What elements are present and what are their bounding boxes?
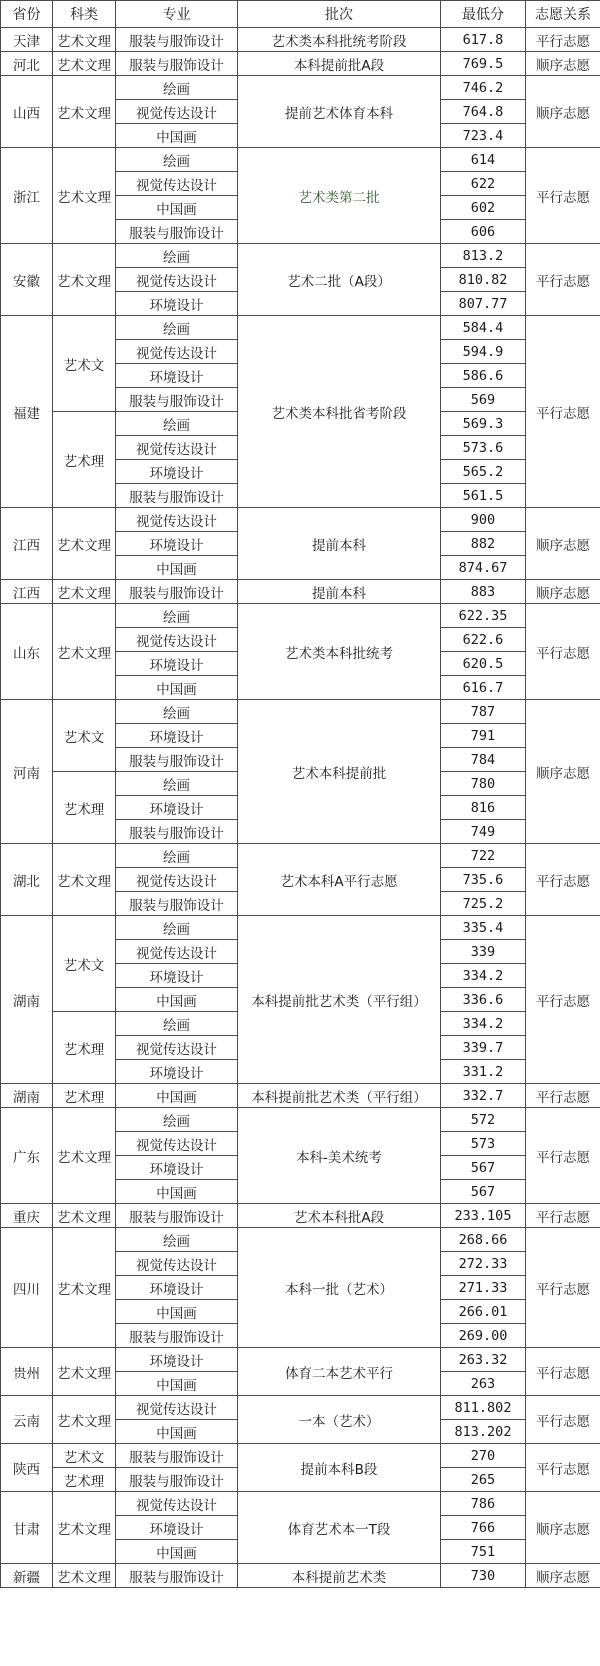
major-cell: 环境设计: [116, 1516, 238, 1540]
category-cell: 艺术理: [53, 1012, 116, 1084]
min-score-cell: 268.66: [441, 1228, 526, 1252]
category-cell: 艺术理: [53, 412, 116, 508]
min-score-cell: 730: [441, 1564, 526, 1588]
category-cell: 艺术理: [53, 1468, 116, 1492]
province-cell: 河北: [1, 52, 53, 76]
min-score-cell: 900: [441, 508, 526, 532]
major-cell: 绘画: [116, 1012, 238, 1036]
min-score-cell: 616.7: [441, 676, 526, 700]
min-score-cell: 332.7: [441, 1084, 526, 1108]
major-cell: 服装与服饰设计: [116, 1564, 238, 1588]
category-cell: 艺术文理: [53, 844, 116, 916]
major-cell: 环境设计: [116, 964, 238, 988]
major-cell: 服装与服饰设计: [116, 220, 238, 244]
min-score-cell: 584.4: [441, 316, 526, 340]
min-score-cell: 749: [441, 820, 526, 844]
min-score-cell: 331.2: [441, 1060, 526, 1084]
major-cell: 绘画: [116, 412, 238, 436]
major-cell: 视觉传达设计: [116, 940, 238, 964]
major-cell: 中国画: [116, 988, 238, 1012]
relation-cell: 平行志愿: [526, 1348, 600, 1396]
min-score-cell: 813.2: [441, 244, 526, 268]
major-cell: 服装与服饰设计: [116, 580, 238, 604]
major-cell: 视觉传达设计: [116, 268, 238, 292]
province-cell: 山东: [1, 604, 53, 700]
min-score-cell: 263.32: [441, 1348, 526, 1372]
header-min-score: 最低分: [441, 1, 526, 28]
category-cell: 艺术理: [53, 772, 116, 844]
min-score-cell: 764.8: [441, 100, 526, 124]
relation-cell: 平行志愿: [526, 1228, 600, 1348]
major-cell: 服装与服饰设计: [116, 28, 238, 52]
province-cell: 新疆: [1, 1564, 53, 1588]
province-cell: 福建: [1, 316, 53, 508]
major-cell: 中国画: [116, 124, 238, 148]
batch-cell: 本科提前批A段: [238, 52, 441, 76]
min-score-cell: 334.2: [441, 964, 526, 988]
major-cell: 服装与服饰设计: [116, 1324, 238, 1348]
province-cell: 浙江: [1, 148, 53, 244]
major-cell: 中国画: [116, 556, 238, 580]
batch-cell: 艺术类本科批统考阶段: [238, 28, 441, 52]
relation-cell: 平行志愿: [526, 1396, 600, 1444]
category-cell: 艺术文理: [53, 580, 116, 604]
major-cell: 绘画: [116, 772, 238, 796]
province-cell: 江西: [1, 508, 53, 580]
batch-cell: 本科一批（艺术）: [238, 1228, 441, 1348]
major-cell: 绘画: [116, 1108, 238, 1132]
major-cell: 环境设计: [116, 1156, 238, 1180]
category-cell: 艺术文理: [53, 1348, 116, 1396]
major-cell: 中国画: [116, 1420, 238, 1444]
relation-cell: 平行志愿: [526, 1108, 600, 1204]
min-score-cell: 620.5: [441, 652, 526, 676]
major-cell: 视觉传达设计: [116, 1492, 238, 1516]
major-cell: 服装与服饰设计: [116, 1444, 238, 1468]
major-cell: 绘画: [116, 844, 238, 868]
header-relation: 志愿关系: [526, 1, 600, 28]
category-cell: 艺术文理: [53, 52, 116, 76]
province-cell: 云南: [1, 1396, 53, 1444]
major-cell: 环境设计: [116, 1348, 238, 1372]
relation-cell: 平行志愿: [526, 148, 600, 244]
min-score-cell: 335.4: [441, 916, 526, 940]
min-score-cell: 725.2: [441, 892, 526, 916]
major-cell: 中国画: [116, 1540, 238, 1564]
header-category: 科类: [53, 1, 116, 28]
relation-cell: 平行志愿: [526, 1084, 600, 1108]
province-cell: 甘肃: [1, 1492, 53, 1564]
min-score-cell: 816: [441, 796, 526, 820]
major-cell: 中国画: [116, 196, 238, 220]
category-cell: 艺术文理: [53, 1108, 116, 1204]
major-cell: 环境设计: [116, 1060, 238, 1084]
table-row: [1, 580, 600, 604]
batch-cell: 提前本科B段: [238, 1444, 441, 1492]
batch-cell: 艺术本科批A段: [238, 1204, 441, 1228]
major-cell: 视觉传达设计: [116, 1396, 238, 1420]
min-score-cell: 334.2: [441, 1012, 526, 1036]
min-score-cell: 271.33: [441, 1276, 526, 1300]
major-cell: 环境设计: [116, 364, 238, 388]
batch-cell: 体育二本艺术平行: [238, 1348, 441, 1396]
min-score-cell: 572: [441, 1108, 526, 1132]
min-score-cell: 336.6: [441, 988, 526, 1012]
batch-cell: 艺术类本科批统考: [238, 604, 441, 700]
category-cell: 艺术文: [53, 916, 116, 1012]
min-score-cell: 569: [441, 388, 526, 412]
major-cell: 环境设计: [116, 652, 238, 676]
major-cell: 服装与服饰设计: [116, 484, 238, 508]
major-cell: 环境设计: [116, 724, 238, 748]
min-score-cell: 272.33: [441, 1252, 526, 1276]
major-cell: 服装与服饰设计: [116, 52, 238, 76]
table-row: [1, 1084, 600, 1108]
major-cell: 服装与服饰设计: [116, 748, 238, 772]
category-cell: 艺术文理: [53, 76, 116, 148]
batch-cell: 提前艺术体育本科: [238, 76, 441, 148]
batch-cell: 一本（艺术）: [238, 1396, 441, 1444]
min-score-cell: 339.7: [441, 1036, 526, 1060]
relation-cell: 平行志愿: [526, 28, 600, 52]
min-score-cell: 807.77: [441, 292, 526, 316]
category-cell: 艺术文理: [53, 244, 116, 316]
major-cell: 视觉传达设计: [116, 100, 238, 124]
min-score-cell: 769.5: [441, 52, 526, 76]
header-major: 专业: [116, 1, 238, 28]
min-score-cell: 565.2: [441, 460, 526, 484]
table-row: [1, 700, 600, 724]
min-score-cell: 883: [441, 580, 526, 604]
min-score-cell: 594.9: [441, 340, 526, 364]
relation-cell: 平行志愿: [526, 604, 600, 700]
batch-cell: 艺术类第二批: [238, 148, 441, 244]
category-cell: 艺术文理: [53, 1492, 116, 1564]
min-score-cell: 617.8: [441, 28, 526, 52]
major-cell: 环境设计: [116, 532, 238, 556]
batch-cell: 提前本科: [238, 580, 441, 604]
batch-cell: 本科提前批艺术类（平行组）: [238, 916, 441, 1084]
major-cell: 视觉传达设计: [116, 868, 238, 892]
category-cell: 艺术文理: [53, 1228, 116, 1348]
min-score-cell: 266.01: [441, 1300, 526, 1324]
category-cell: 艺术文理: [53, 604, 116, 700]
min-score-cell: 269.00: [441, 1324, 526, 1348]
major-cell: 环境设计: [116, 796, 238, 820]
major-cell: 绘画: [116, 244, 238, 268]
major-cell: 服装与服饰设计: [116, 820, 238, 844]
min-score-cell: 622: [441, 172, 526, 196]
relation-cell: 平行志愿: [526, 844, 600, 916]
category-cell: 艺术文理: [53, 28, 116, 52]
min-score-cell: 602: [441, 196, 526, 220]
category-cell: 艺术文理: [53, 508, 116, 580]
major-cell: 视觉传达设计: [116, 628, 238, 652]
category-cell: 艺术文理: [53, 148, 116, 244]
header-batch: 批次: [238, 1, 441, 28]
min-score-cell: 723.4: [441, 124, 526, 148]
province-cell: 山西: [1, 76, 53, 148]
major-cell: 中国画: [116, 1372, 238, 1396]
province-cell: 陕西: [1, 1444, 53, 1492]
min-score-cell: 622.6: [441, 628, 526, 652]
major-cell: 绘画: [116, 700, 238, 724]
min-score-cell: 751: [441, 1540, 526, 1564]
relation-cell: 平行志愿: [526, 244, 600, 316]
batch-cell: 体育艺术本一T段: [238, 1492, 441, 1564]
table-row: [1, 316, 600, 340]
category-cell: 艺术文理: [53, 1564, 116, 1588]
table-row: [1, 1492, 600, 1516]
header-row: [1, 1, 600, 28]
batch-cell: 本科提前批艺术类（平行组）: [238, 1084, 441, 1108]
province-cell: 广东: [1, 1108, 53, 1204]
major-cell: 视觉传达设计: [116, 1132, 238, 1156]
min-score-cell: 573.6: [441, 436, 526, 460]
table-row: [1, 1204, 600, 1228]
min-score-cell: 780: [441, 772, 526, 796]
province-cell: 湖南: [1, 916, 53, 1084]
relation-cell: 顺序志愿: [526, 580, 600, 604]
province-cell: 贵州: [1, 1348, 53, 1396]
table-row: [1, 148, 600, 172]
province-cell: 河南: [1, 700, 53, 844]
major-cell: 绘画: [116, 1228, 238, 1252]
relation-cell: 平行志愿: [526, 916, 600, 1084]
relation-cell: 顺序志愿: [526, 76, 600, 148]
province-cell: 江西: [1, 580, 53, 604]
relation-cell: 顺序志愿: [526, 52, 600, 76]
table-row: [1, 1108, 600, 1132]
min-score-cell: 810.82: [441, 268, 526, 292]
relation-cell: 平行志愿: [526, 1204, 600, 1228]
min-score-cell: 339: [441, 940, 526, 964]
province-cell: 重庆: [1, 1204, 53, 1228]
major-cell: 服装与服饰设计: [116, 892, 238, 916]
table-row: [1, 1564, 600, 1588]
major-cell: 中国画: [116, 1300, 238, 1324]
relation-cell: 顺序志愿: [526, 1492, 600, 1564]
table-row: [1, 28, 600, 52]
min-score-cell: 813.202: [441, 1420, 526, 1444]
table-header: [1, 1, 600, 28]
min-score-cell: 263: [441, 1372, 526, 1396]
major-cell: 服装与服饰设计: [116, 388, 238, 412]
category-cell: 艺术文: [53, 1444, 116, 1468]
major-cell: 中国画: [116, 1084, 238, 1108]
table-row: [1, 508, 600, 532]
header-province: 省份: [1, 1, 53, 28]
major-cell: 绘画: [116, 916, 238, 940]
min-score-cell: 567: [441, 1156, 526, 1180]
category-cell: 艺术文理: [53, 1396, 116, 1444]
major-cell: 中国画: [116, 676, 238, 700]
relation-cell: 顺序志愿: [526, 700, 600, 844]
table-row: [1, 76, 600, 100]
min-score-cell: 787: [441, 700, 526, 724]
table-row: [1, 1396, 600, 1420]
min-score-cell: 882: [441, 532, 526, 556]
min-score-cell: 746.2: [441, 76, 526, 100]
major-cell: 视觉传达设计: [116, 436, 238, 460]
major-cell: 服装与服饰设计: [116, 1204, 238, 1228]
relation-cell: 顺序志愿: [526, 508, 600, 580]
min-score-cell: 561.5: [441, 484, 526, 508]
min-score-cell: 811.802: [441, 1396, 526, 1420]
major-cell: 环境设计: [116, 1276, 238, 1300]
batch-cell: 艺术本科提前批: [238, 700, 441, 844]
major-cell: 绘画: [116, 604, 238, 628]
major-cell: 中国画: [116, 1180, 238, 1204]
min-score-cell: 233.105: [441, 1204, 526, 1228]
province-cell: 湖南: [1, 1084, 53, 1108]
table-row: [1, 844, 600, 868]
min-score-cell: 586.6: [441, 364, 526, 388]
table-row: [1, 52, 600, 76]
min-score-cell: 874.67: [441, 556, 526, 580]
major-cell: 服装与服饰设计: [116, 1468, 238, 1492]
min-score-cell: 766: [441, 1516, 526, 1540]
table-row: [1, 916, 600, 940]
table-row: [1, 1444, 600, 1468]
batch-cell: 提前本科: [238, 508, 441, 580]
table-row: [1, 604, 600, 628]
min-score-cell: 722: [441, 844, 526, 868]
major-cell: 视觉传达设计: [116, 1252, 238, 1276]
min-score-cell: 735.6: [441, 868, 526, 892]
min-score-cell: 786: [441, 1492, 526, 1516]
major-cell: 视觉传达设计: [116, 340, 238, 364]
table-row: [1, 244, 600, 268]
batch-cell: 艺术二批（A段）: [238, 244, 441, 316]
major-cell: 视觉传达设计: [116, 508, 238, 532]
major-cell: 绘画: [116, 76, 238, 100]
province-cell: 湖北: [1, 844, 53, 916]
category-cell: 艺术文理: [53, 1204, 116, 1228]
min-score-cell: 270: [441, 1444, 526, 1468]
min-score-cell: 567: [441, 1180, 526, 1204]
batch-cell: 本科提前艺术类: [238, 1564, 441, 1588]
min-score-cell: 573: [441, 1132, 526, 1156]
category-cell: 艺术文: [53, 316, 116, 412]
province-cell: 四川: [1, 1228, 53, 1348]
province-cell: 天津: [1, 28, 53, 52]
major-cell: 视觉传达设计: [116, 172, 238, 196]
category-cell: 艺术文: [53, 700, 116, 772]
table-body: [1, 28, 600, 1588]
batch-cell: 艺术类本科批省考阶段: [238, 316, 441, 508]
min-score-cell: 791: [441, 724, 526, 748]
table-row: [1, 1228, 600, 1252]
min-score-cell: 569.3: [441, 412, 526, 436]
batch-cell: 艺术本科A平行志愿: [238, 844, 441, 916]
min-score-cell: 784: [441, 748, 526, 772]
major-cell: 绘画: [116, 316, 238, 340]
min-score-cell: 622.35: [441, 604, 526, 628]
relation-cell: 平行志愿: [526, 316, 600, 508]
relation-cell: 平行志愿: [526, 1444, 600, 1492]
major-cell: 环境设计: [116, 460, 238, 484]
min-score-cell: 265: [441, 1468, 526, 1492]
category-cell: 艺术理: [53, 1084, 116, 1108]
table-row: [1, 1348, 600, 1372]
major-cell: 视觉传达设计: [116, 1036, 238, 1060]
min-score-cell: 606: [441, 220, 526, 244]
province-cell: 安徽: [1, 244, 53, 316]
major-cell: 绘画: [116, 148, 238, 172]
min-score-cell: 614: [441, 148, 526, 172]
major-cell: 环境设计: [116, 292, 238, 316]
batch-cell: 本科-美术统考: [238, 1108, 441, 1204]
relation-cell: 顺序志愿: [526, 1564, 600, 1588]
